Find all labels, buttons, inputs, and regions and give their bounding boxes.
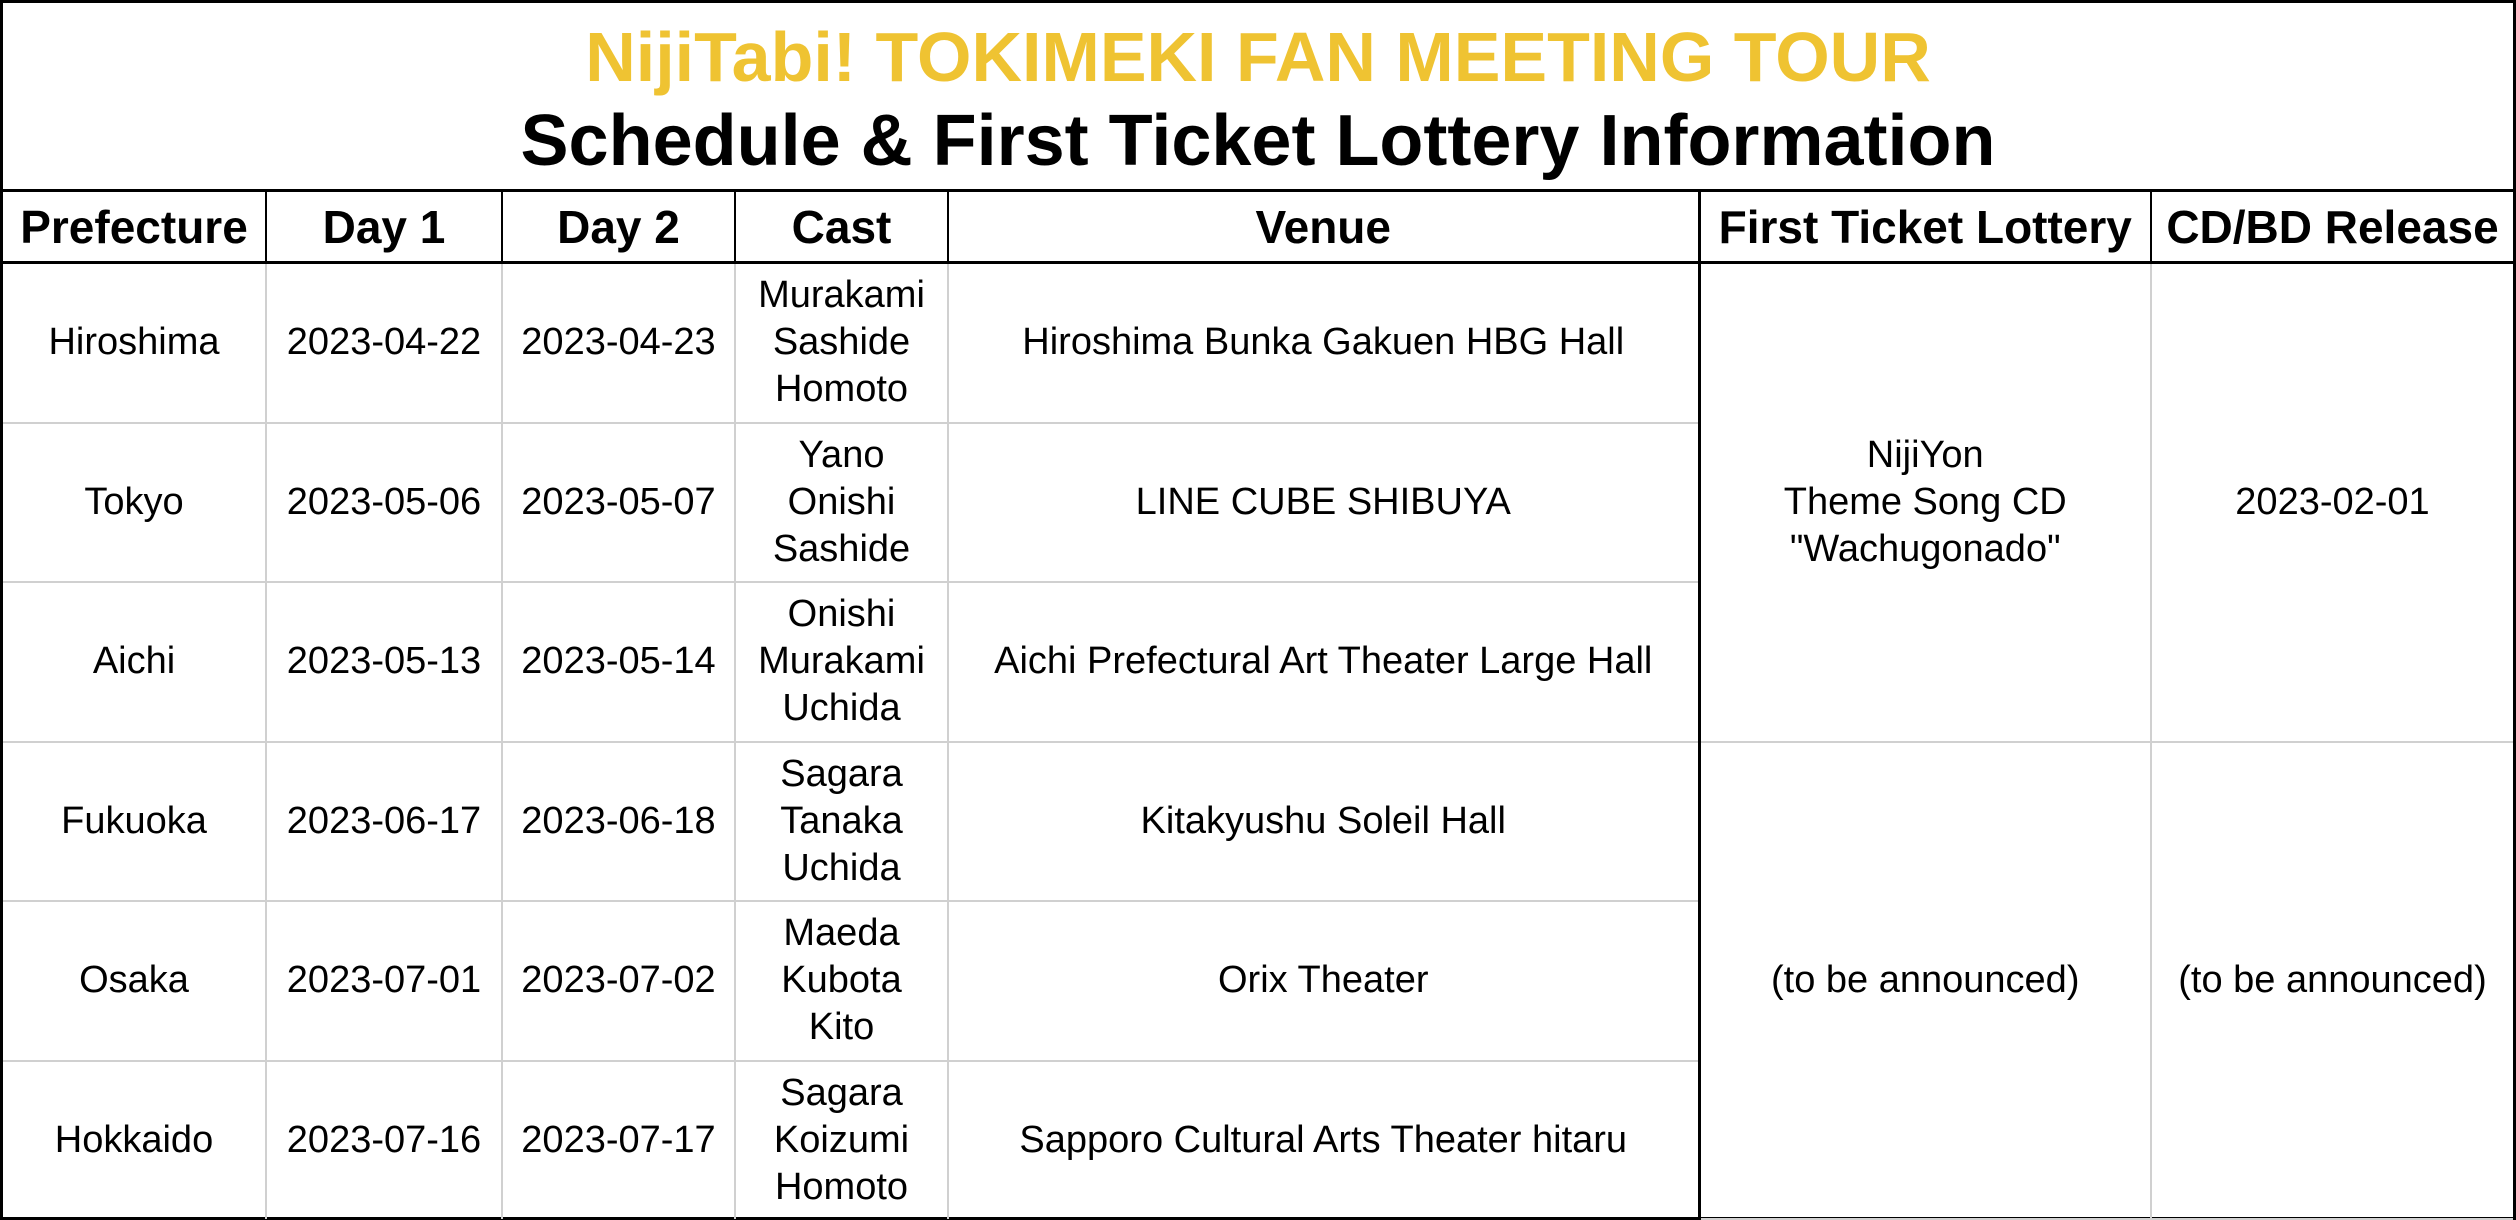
cast-member: Sashide: [772, 527, 911, 570]
cast-member: Sagara: [780, 752, 903, 795]
lottery-cell: [1699, 263, 2151, 742]
cast-member: Homoto: [774, 368, 909, 411]
table-row: [3, 263, 2513, 423]
day2-cell: 2023-04-23: [502, 263, 735, 423]
table-row: [3, 742, 2513, 902]
cast-cell: [735, 423, 948, 583]
cast-member: Homoto: [774, 1165, 909, 1208]
lottery-cell: [1699, 742, 2151, 1220]
cast-cell: [735, 742, 948, 902]
day1-cell: 2023-04-22: [266, 263, 502, 423]
cast-member: Kito: [808, 1006, 875, 1049]
venue-cell: Sapporo Cultural Arts Theater hitaru: [948, 1061, 1699, 1220]
day2-cell: 2023-05-14: [502, 582, 735, 742]
day1-cell: 2023-07-16: [266, 1061, 502, 1220]
venue-cell: Aichi Prefectural Art Theater Large Hall: [948, 582, 1699, 742]
column-header-cast: Cast: [735, 192, 948, 263]
cast-member: Uchida: [782, 687, 901, 730]
venue-cell: LINE CUBE SHIBUYA: [948, 423, 1699, 583]
column-header-day1: Day 1: [266, 192, 502, 263]
schedule-table: [3, 192, 2513, 1220]
cast-member: Murakami: [758, 640, 925, 683]
cast-member: Sagara: [780, 1071, 903, 1114]
cast-member: Yano: [798, 433, 885, 476]
lottery-line: Theme Song CD: [1783, 480, 2067, 523]
lottery-line: (to be announced): [1771, 958, 2080, 1001]
prefecture-cell: Fukuoka: [3, 742, 266, 902]
column-header-prefecture: Prefecture: [3, 192, 266, 263]
column-header-day2: Day 2: [502, 192, 735, 263]
lottery-line: NijiYon: [1866, 433, 1984, 476]
column-header-venue: Venue: [948, 192, 1699, 263]
day2-cell: 2023-06-18: [502, 742, 735, 902]
cast-cell: [735, 582, 948, 742]
cast-member: Onishi: [787, 593, 896, 636]
venue-cell: Hiroshima Bunka Gakuen HBG Hall: [948, 263, 1699, 423]
day2-cell: 2023-07-02: [502, 901, 735, 1061]
cast-member: Uchida: [782, 846, 901, 889]
cast-member: Koizumi: [773, 1118, 910, 1161]
cast-member: Maeda: [783, 912, 900, 955]
prefecture-cell: Hiroshima: [3, 263, 266, 423]
cast-member: Kubota: [781, 959, 902, 1002]
column-header-lottery: First Ticket Lottery: [1699, 192, 2151, 263]
column-header-release: CD/BD Release: [2151, 192, 2513, 263]
header: [3, 3, 2513, 192]
page-subtitle: Schedule & First Ticket Lottery Information: [520, 101, 1996, 181]
cast-cell: [735, 263, 948, 423]
release-cell: (to be announced): [2151, 742, 2513, 1220]
day2-cell: 2023-07-17: [502, 1061, 735, 1220]
day1-cell: 2023-07-01: [266, 901, 502, 1061]
day1-cell: 2023-06-17: [266, 742, 502, 902]
prefecture-cell: Osaka: [3, 901, 266, 1061]
prefecture-cell: Tokyo: [3, 423, 266, 583]
day1-cell: 2023-05-06: [266, 423, 502, 583]
cast-member: Sashide: [772, 321, 911, 364]
cast-cell: [735, 1061, 948, 1220]
cast-member: Tanaka: [780, 799, 903, 842]
release-cell: 2023-02-01: [2151, 263, 2513, 742]
venue-cell: Kitakyushu Soleil Hall: [948, 742, 1699, 902]
cast-cell: [735, 901, 948, 1061]
lottery-line: "Wachugonado": [1789, 527, 2061, 570]
venue-cell: Orix Theater: [948, 901, 1699, 1061]
day1-cell: 2023-05-13: [266, 582, 502, 742]
cast-member: Murakami: [758, 274, 925, 317]
header-row: [3, 192, 2513, 263]
cast-member: Onishi: [787, 480, 896, 523]
day2-cell: 2023-05-07: [502, 423, 735, 583]
page-title: NijiTabi! TOKIMEKI FAN MEETING TOUR: [585, 18, 1931, 96]
prefecture-cell: Hokkaido: [3, 1061, 266, 1220]
prefecture-cell: Aichi: [3, 582, 266, 742]
